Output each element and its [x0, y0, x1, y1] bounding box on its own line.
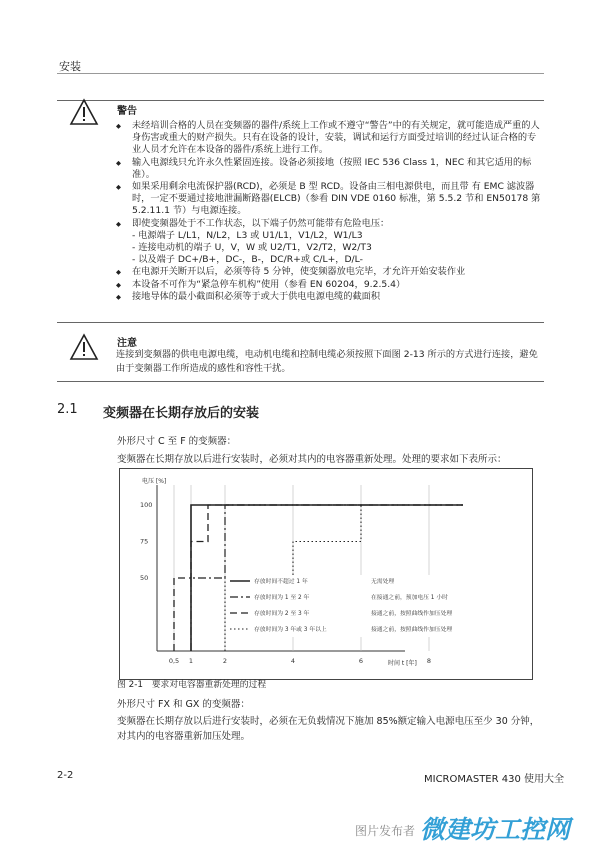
y-tick-label: 100 — [140, 501, 153, 509]
list-item: ◆ 接地导体的最小截面积必须等于或大于供电电源电缆的截面积 — [116, 291, 544, 303]
y-tick-label: 75 — [140, 537, 149, 546]
note-bottom-rule — [57, 381, 544, 382]
list-item: ◆ 在电源开关断开以后，必须等待 5 分钟，使变频器放电完毕，才允许开始安装作业 — [116, 266, 544, 278]
list-item: ◆ 本设备不可作为“紧急停车机构”使用（参看 EN 60204，9.2.5.4） — [116, 279, 544, 291]
y-axis-label — [142, 477, 166, 485]
x-tick-label: 6 — [358, 657, 364, 665]
legend-label: 存放时间为 2 至 3 年 — [254, 611, 310, 617]
y-label-line: 电压 [%] — [142, 478, 167, 485]
page-header: 安装 — [59, 60, 81, 73]
figure-caption: 图 2-1 要求对电容器重新处理的过程 — [117, 680, 267, 690]
legend-action: 无需处理 — [371, 579, 395, 585]
x-tick-label: 8 — [426, 657, 432, 665]
footer-title: MICROMASTER 430 使用大全 — [424, 774, 565, 785]
paragraph: 变频器在长期存放以后进行安装时，必须对其内的电容器重新处理。处理的要求如下表所示： — [117, 454, 507, 465]
list-item: ◆ 如果采用剩余电流保护器(RCD)，必须是 B 型 RCD。设备由三相电源供电，而且带 有 EMC 滤波器时，一定不要通过接地泄漏断路器(ELCB)（参看 DIN VDE 0160 标准，第 5.5.2 节和 EN50178 第 5.2.11.1 节）与电源连接。 — [116, 181, 544, 218]
legend-label: 存放时间为 3 年或 3 年以上 — [254, 627, 327, 633]
caution-triangle-icon — [69, 333, 99, 361]
x-tick-label: 4 — [290, 657, 296, 665]
warning-list — [116, 120, 544, 303]
x-axis-label: 时间 t [年] — [388, 660, 417, 667]
x-tick-label: 1 — [188, 657, 194, 665]
watermark-logo: 微建坊工控网 — [420, 815, 571, 844]
warning-bottom-rule — [57, 322, 544, 323]
watermark-text: 图片发布者 — [355, 824, 416, 838]
warning-title: 警告 — [117, 106, 137, 117]
list-item: - 以及端子 DC+/B+，DC-，B-，DC/R+或 C/L+，D/L- — [132, 254, 363, 266]
paragraph: 变频器在长期存放以后进行安装时，必须在无负载情况下施加 85%额定输入电源电压至少 30 分钟，对其内的电容器重新加压处理。 — [117, 716, 540, 742]
section-number: 2.1 — [57, 402, 78, 417]
page-number: 2-2 — [57, 770, 74, 781]
list-item: ◆ 未经培训合格的人员在变频器的器件/系统上工作或不遵守“警告”中的有关规定，就可能造成严重的人身伤害或重大的财产损失。只有在设备的设计，安装，调试和运行方面受过培训的经过认证合格的专业人员才允许在本设备的器件/系统上进行工作。 — [116, 120, 544, 157]
x-tick-label: 2 — [222, 657, 228, 665]
paragraph: 外形尺寸 FX 和 GX 的变频器： — [117, 699, 250, 710]
legend-action: 接通之前，按照曲线作加压处理 — [371, 627, 453, 633]
note-title: 注意 — [117, 338, 137, 349]
y-tick-label: 50 — [140, 574, 149, 582]
list-item: - 连接电动机的端子 U，V，W 或 U2/T1，V2/T2，W2/T3 — [132, 242, 372, 254]
legend-action: 在接通之前，预加电压 1 小时 — [371, 595, 448, 601]
section-title: 变频器在长期存放后的安装 — [103, 406, 260, 421]
list-item: ◆ 即使变频器处于不工作状态，以下端子仍然可能带有危险电压： — [116, 218, 544, 230]
x-tick-label: 0,5 — [168, 657, 180, 665]
paragraph: 外形尺寸 C 至 F 的变频器： — [117, 436, 237, 447]
header-rule — [57, 73, 544, 74]
warning-top-rule — [57, 100, 544, 101]
note-text: 连接到变频器的供电电源电缆，电动机电缆和控制电缆必须按照下面图 2-13 所示的方式进行连接，避免由于变频器工作所造成的感性和容性干扰。 — [116, 349, 538, 374]
capacitor-reforming-chart — [119, 468, 533, 680]
chart-svg — [120, 469, 532, 679]
list-item: ◆ 输入电源线只允许永久性紧固连接。设备必须接地（按照 IEC 536 Class 1，NEC 和其它适用的标准）。 — [116, 157, 544, 181]
list-item: - 电源端子 L/L1，N/L2，L3 或 U1/L1，V1/L2，W1/L3 — [132, 229, 363, 241]
warning-triangle-icon — [69, 98, 99, 126]
legend-label: 存放时间为 1 至 2 年 — [254, 595, 310, 601]
legend-action: 接通之前，按照曲线作加压处理 — [371, 611, 453, 617]
legend-label: 存放时间不超过 1 年 — [254, 579, 308, 585]
